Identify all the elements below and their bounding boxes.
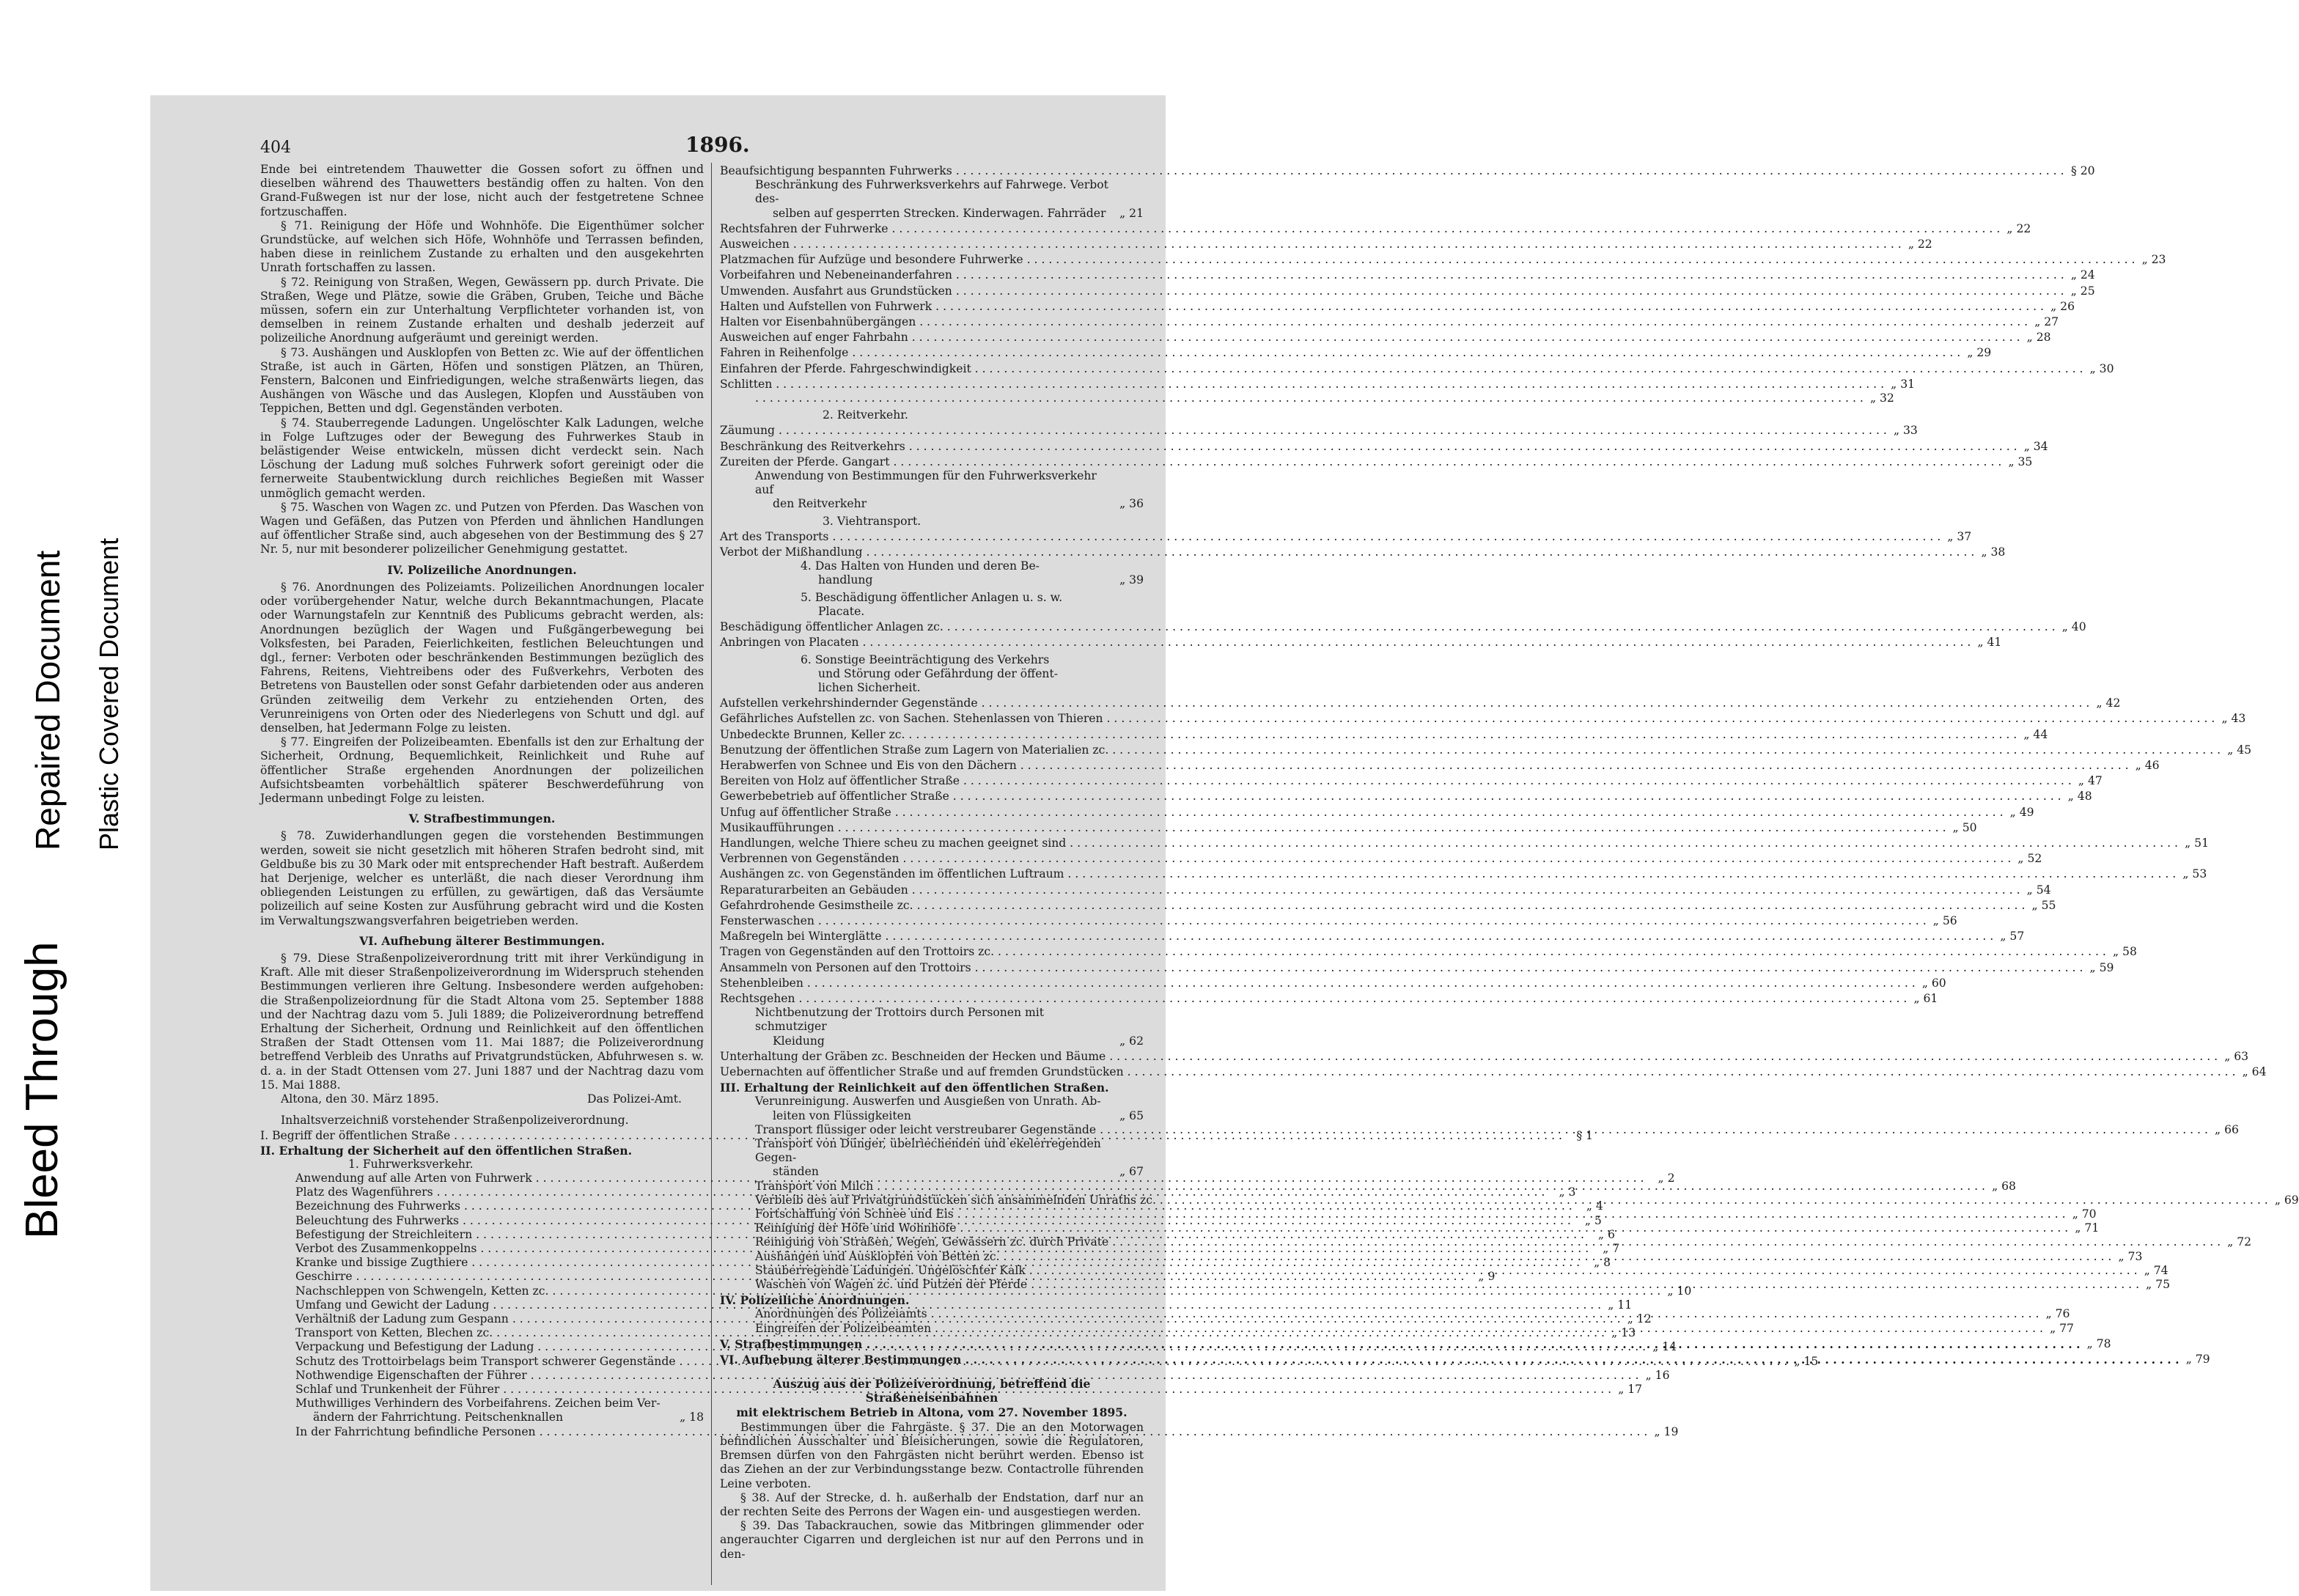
toc-entry-ref: „ 79 bbox=[2185, 1353, 2210, 1367]
toc-entry-text: Aufstellen verkehrshindernder Gegenstände . . . bbox=[720, 696, 2089, 710]
toc-entry-text: Gefahrdrohende Gesimstheile zc. . . . bbox=[720, 899, 2025, 913]
toc-entry-text: Maßregeln bei Winterglätte . . . bbox=[720, 930, 1993, 944]
toc-entry-text: VI. Aufhebung älterer Bestimmungen . . . bbox=[720, 1353, 2180, 1367]
toc-entry-ref: „ 35 bbox=[2008, 455, 2033, 468]
heading-iv: IV. Polizeiliche Anordnungen. bbox=[387, 562, 577, 577]
toc-entry-text: Unbedeckte Brunnen, Keller zc. . . . bbox=[720, 728, 2017, 742]
toc-entry-ref: „ 51 bbox=[2185, 836, 2210, 850]
toc-entry-text: Eingreifen der Polizeibeamten . . . bbox=[720, 1322, 2043, 1336]
toc-entry-ref: „ 24 bbox=[2070, 268, 2095, 282]
toc-entry-text: Befestigung der Streichleitern . . . bbox=[260, 1228, 1584, 1242]
page-year: 1896. bbox=[685, 133, 750, 157]
toc-entry-ref: „ 56 bbox=[1932, 913, 1957, 927]
toc-entry-ref: „ 26 bbox=[2050, 299, 2075, 313]
heading-iv-toc: IV. Polizeiliche Anordnungen. bbox=[720, 1293, 910, 1308]
toc-entry-text: Nothwendige Eigenschaften der Führer . . . bbox=[260, 1369, 1639, 1383]
toc-group bbox=[720, 1122, 2239, 1137]
bleed-through-label: Bleed Through bbox=[17, 941, 67, 1239]
repaired-document-label: Repaired Document bbox=[29, 550, 67, 850]
toc-title: Inhaltsverzeichniß vorstehender Straßenpolizeiverordnung. bbox=[281, 1114, 629, 1128]
paragraph-72: § 72. Reinigung von Straßen, Wegen, Gewässern pp. durch Private. Die Straßen, Wege und Plätze, sowie die Gräben, Gruben, Teiche und Bäche müssen, sofern ein zur Unterhaltung Verpflichteter vorhanden ist, von demselben in reinem Zustande erhalten und deshalb jederzeit auf polizeiliche Anordnung aufgeräumt und gereinigt werden. bbox=[260, 275, 704, 345]
page-header bbox=[176, 132, 1158, 163]
toc-entry bbox=[720, 883, 2051, 897]
toc-entry-ref: „ 23 bbox=[2141, 253, 2166, 267]
toc-entry-ref: „ 73 bbox=[2118, 1249, 2143, 1263]
excerpt-title-line: mit elektrischem Betrieb in Altona, vom 27. November 1895. bbox=[736, 1405, 1128, 1419]
toc-entry-ref: „ 9 bbox=[1478, 1270, 1496, 1284]
toc-entry bbox=[720, 1207, 2097, 1221]
toc-entry bbox=[720, 268, 2095, 282]
toc-entry-text: Zäumung . . . bbox=[720, 424, 1887, 438]
toc-entry bbox=[720, 712, 2246, 726]
toc-entry bbox=[720, 221, 2031, 236]
toc-entry-ref: „ 45 bbox=[2227, 743, 2252, 757]
toc-entry-ref: „ 10 bbox=[1667, 1284, 1692, 1298]
date-place: Altona, den 30. März 1895. bbox=[281, 1092, 439, 1106]
toc-entry-32 bbox=[720, 391, 1894, 405]
toc-entry-text: Verhältniß der Ladung zum Gespann . . . bbox=[260, 1312, 1621, 1326]
toc-entry-ref: „ 12 bbox=[1627, 1312, 1652, 1326]
toc-entry-text: Bezeichnung des Fuhrwerks . . . bbox=[260, 1199, 1572, 1213]
toc-entry-text: Ausweichen . . . bbox=[720, 238, 1902, 251]
section-title: 5. Beschädigung öffentlicher Anlagen u. s. w. bbox=[801, 590, 1063, 604]
toc-entry-ref: „ 78 bbox=[2086, 1336, 2111, 1350]
toc-entry-text: Ausweichen auf enger Fahrbahn . . . bbox=[720, 331, 2020, 345]
toc-entry-62 bbox=[720, 1006, 1144, 1048]
paragraph-79: § 79. Diese Straßenpolizeiverordnung tritt mit ihrer Verkündigung in Kraft. Alle mit dieser Straßenpolizeiverordnung im Widerspruch stehenden Bestimmungen verlieren ihre Geltung. Insbesondere werden aufgehoben: die Straßenpolizeiordnung für die Stadt Altona vom 25. September 1888 und der Nachtrag dazu vom 5. Juli 1889; die Polizeiverordnung betreffend Erhaltung der Sicherheit, Ordnung und Reinlichkeit auf den öffentlichen Straßen der Stadt Ottensen vom 11. Mai 1887; die Polizeiverordnung betreffend Verbleib des Unraths auf Privatgrundstücken, Abfuhrwesen s. w. d. a. in der Stadt Ottensen vom 27. Juni 1887 und der Nachtrag dazu vom 15. Mai 1888. bbox=[260, 951, 704, 1092]
toc-entry-21 bbox=[720, 178, 1144, 221]
toc-entry-text: Reinigung der Höfe und Wohnhöfe . . . bbox=[720, 1221, 2068, 1235]
toc-entry bbox=[720, 331, 2051, 345]
toc-group bbox=[720, 221, 2166, 391]
toc-entry bbox=[720, 1064, 2267, 1079]
toc-group bbox=[720, 424, 2048, 469]
toc-entry-text: Geschirre . . . bbox=[260, 1270, 1464, 1284]
toc-entry-text: Aushängen zc. von Gegenständen im öffentlichen Luftraum . . . bbox=[720, 867, 2176, 881]
toc-entry-text: Umfang und Gewicht der Ladung . . . bbox=[260, 1298, 1601, 1312]
toc-entry bbox=[720, 790, 2092, 803]
toc-entry-text: Fahren in Reihenfolge . . . bbox=[720, 346, 1960, 360]
paragraph-75: § 75. Waschen von Wagen zc. und Putzen von Pferden. Das Waschen von Wagen und Gefäßen, das Putzen von Pferden und ähnlichen Handlungen auf öffentlicher Straße sind, auch abgesehen von der Bestimmung des § 27 Nr. 5, nur mit besonderer polizeilicher Genehmigung gestattet. bbox=[260, 500, 704, 556]
toc-entry-text: Platz des Wagenführers . . . bbox=[260, 1185, 1545, 1199]
toc-entry-ref: § 1 bbox=[1576, 1129, 1593, 1143]
toc-entry-ref: „ 42 bbox=[2096, 696, 2121, 710]
toc-entry-text: Art des Transports . . . bbox=[720, 530, 1941, 544]
toc-group bbox=[720, 620, 2086, 650]
toc-entry bbox=[720, 820, 1977, 835]
toc-entry-text: Beleuchtung des Fuhrwerks . . . bbox=[260, 1214, 1571, 1228]
toc-entry-ref: „ 57 bbox=[2000, 930, 2025, 944]
toc-entry bbox=[720, 1235, 2252, 1249]
toc-entry-ref: „ 30 bbox=[2089, 361, 2114, 375]
toc-entry-ref: „ 48 bbox=[2067, 790, 2092, 803]
toc-entry-text bbox=[720, 391, 1864, 405]
toc-entry-text: Beschränkung des Reitverkehrs . . . bbox=[720, 440, 2017, 454]
toc-entry-ref: „ 19 bbox=[1654, 1424, 1679, 1438]
toc-entry-ref: „ 60 bbox=[1921, 976, 1946, 990]
toc-entry-text: Nichtbenutzung der Trottoirs durch Personen mit schmutziger bbox=[755, 1006, 1045, 1034]
toc-entry bbox=[720, 299, 2075, 314]
toc-entry-ref: „ 28 bbox=[2026, 331, 2051, 345]
toc-subsection-heading: 1. Fuhrwerksverkehr. bbox=[348, 1157, 474, 1171]
toc-entry-ref: „ 13 bbox=[1611, 1326, 1636, 1340]
toc-entry-ref: „ 15 bbox=[1794, 1354, 1819, 1368]
toc-entry-ref: „ 3 bbox=[1559, 1185, 1576, 1199]
toc-entry-text: Kranke und bissige Zugthiere . . . bbox=[260, 1256, 1580, 1270]
toc-entry-ref: „ 61 bbox=[1913, 991, 1938, 1005]
toc-entry-text: den Reitverkehr bbox=[773, 497, 867, 511]
toc-entry-text: Umwenden. Ausfahrt aus Grundstücken . . . bbox=[720, 284, 2064, 298]
toc-entry bbox=[720, 758, 2160, 773]
heading-v: V. Strafbestimmungen. bbox=[408, 812, 556, 826]
toc-entry-text: Verbrennen von Gegenständen . . . bbox=[720, 852, 2011, 866]
toc-entry bbox=[720, 1193, 2299, 1207]
toc-entry-ref: „ 54 bbox=[2026, 883, 2051, 897]
toc-entry-ref: „ 14 bbox=[1652, 1340, 1677, 1354]
toc-entry-text: Fensterwaschen . . . bbox=[720, 914, 1927, 928]
toc-entry-ref: § 20 bbox=[2070, 164, 2095, 177]
toc-group bbox=[720, 696, 2252, 1006]
toc-entry-text: Anordnungen des Polizeiamts . . . bbox=[720, 1307, 2039, 1321]
toc-entry-ref: „ 2 bbox=[1658, 1172, 1675, 1185]
toc-entry-ref: „ 62 bbox=[1119, 1034, 1144, 1048]
toc-entry bbox=[720, 930, 2025, 944]
toc-entry-ref: „ 25 bbox=[2070, 284, 2095, 298]
toc-entry-text: Verbot der Mißhandlung . . . bbox=[720, 545, 1974, 559]
toc-group bbox=[720, 164, 2095, 178]
toc-entry-36 bbox=[720, 469, 1144, 512]
toc-entry-ref: „ 46 bbox=[2135, 758, 2160, 772]
section-viehtransport: 3. Viehtransport. bbox=[823, 514, 922, 528]
paragraph-snow: Ende bei eintretendem Thauwetter die Gossen sofort zu öffnen und dieselben während des Thauwetters beständig offen zu halten. Von den Grand-Fußwegen ist nur der lose, nicht auch der festgetretene Schnee fortzuschaffen. bbox=[260, 163, 704, 218]
toc-entry-ref: „ 32 bbox=[1869, 391, 1894, 405]
toc-entry-ref: „ 64 bbox=[2242, 1064, 2267, 1078]
toc-entry-text: Verunreinigung. Auswerfen und Ausgießen von Unrath. Ab- bbox=[755, 1095, 1101, 1108]
section-title: lichen Sicherheit. bbox=[818, 680, 921, 694]
toc-entry-ref: „ 29 bbox=[1967, 346, 1992, 360]
toc-entry-67 bbox=[720, 1137, 1144, 1180]
toc-entry bbox=[720, 852, 2042, 866]
toc-entry-ref: „ 65 bbox=[1119, 1108, 1144, 1122]
toc-entry bbox=[720, 696, 2121, 710]
toc-entry-text: Platzmachen für Aufzüge und besondere Fuhrwerke . . . bbox=[720, 253, 2135, 267]
excerpt-title bbox=[720, 1377, 1144, 1419]
toc-entry-ref: „ 22 bbox=[1908, 238, 1932, 251]
toc-entry-ref: „ 74 bbox=[2144, 1263, 2169, 1277]
toc-entry bbox=[720, 1049, 2249, 1064]
toc-entry-19 bbox=[260, 1424, 1679, 1439]
toc-entry-text: Schutz des Trottoirbelags beim Transport schwerer Gegenstände . . . bbox=[260, 1355, 1787, 1369]
toc-entry bbox=[720, 898, 2056, 913]
toc-entry bbox=[720, 361, 2114, 376]
toc-entry bbox=[720, 991, 1938, 1006]
toc-entry-text: Transport von Milch . . . bbox=[720, 1180, 1985, 1194]
toc-entry-text: Fortschaffung von Schnee und Eis . . . bbox=[720, 1207, 2066, 1221]
toc-entry-ref: „ 33 bbox=[1893, 424, 1918, 438]
toc-entry-ref: „ 41 bbox=[1977, 636, 2002, 650]
toc-entry bbox=[720, 238, 1932, 251]
toc-entry-text: Nachschleppen von Schwengeln, Ketten zc. . . . bbox=[260, 1284, 1660, 1298]
toc-entry bbox=[720, 636, 2002, 650]
toc-entry-ref: „ 17 bbox=[1618, 1383, 1643, 1397]
annotation-labels bbox=[0, 469, 139, 1254]
toc-entry-text: Benutzung der öffentlichen Straße zum Lagern von Materialien zc. . . . bbox=[720, 743, 2221, 757]
toc-entry-ref: „ 67 bbox=[1119, 1165, 1144, 1179]
toc-entry-ref: „ 75 bbox=[2146, 1278, 2171, 1292]
toc-entry-ref: „ 53 bbox=[2182, 867, 2207, 881]
toc-entry-text: Tragen von Gegenständen auf den Trottoirs zc. . . . bbox=[720, 945, 2106, 959]
toc-entry bbox=[720, 545, 2006, 559]
toc-entry-ref: „ 6 bbox=[1598, 1227, 1615, 1241]
paragraph-71: § 71. Reinigung der Höfe und Wohnhöfe. Die Eigenthümer solcher Grundstücke, auf welchen sich Höfe, Wohnhöfe und Terrassen befinden, haben diese in reinlichem Zustande zu erhalten und den ausgekehrten Unrath fortschaffen zu lassen. bbox=[260, 218, 704, 275]
toc-entry bbox=[720, 455, 2033, 469]
toc-entry-text: Waschen von Wagen zc. und Putzen der Pferde . . . bbox=[720, 1278, 2139, 1292]
paragraph-73: § 73. Aushängen und Ausklopfen von Betten zc. Wie auf der öffentlichen Straße, ist auch in Gärten, Höfen und sonstigen Plätzen, an Thüren, Fenstern, Balconen und Einfriedigungen, welche straßenwärts liegen, das Aushängen von Wäsche und das Auslegen, Klopfen und Ausstäuben von Teppichen, Betten und dgl. Gegenständen verboten. bbox=[260, 345, 704, 416]
toc-entry-text: I. Begriff der öffentlichen Straße . . . bbox=[260, 1129, 1562, 1143]
toc-entry bbox=[720, 945, 2137, 959]
toc-entry-ref: „ 50 bbox=[1952, 820, 1977, 834]
toc-entry bbox=[720, 164, 2095, 178]
toc-entry-text: Gewerbebetrieb auf öffentlicher Straße . . . bbox=[720, 790, 2061, 803]
toc-entry-text: Transport von Dünger, übelriechenden und ekelerregenden Gegen- bbox=[755, 1137, 1101, 1165]
document-page bbox=[176, 132, 2299, 1580]
toc-entry-text: Handlungen, welche Thiere scheu zu machen geeignet sind . . . bbox=[720, 836, 2178, 850]
excerpt-paragraph-38: § 38. Auf der Strecke, d. h. außerhalb der Endstation, darf nur an der rechten Seite des Perrons der Wagen ein- und ausgestiegen werden. bbox=[720, 1490, 1144, 1519]
toc-entry-text: Unfug auf öffentlicher Straße . . . bbox=[720, 806, 2004, 820]
toc-entry bbox=[260, 1368, 1670, 1383]
toc-entry-text: Halten vor Eisenbahnübergängen . . . bbox=[720, 315, 2028, 329]
toc-entry-text: Muthwilliges Verhindern des Vorbeifahrens. Zeichen beim Ver- bbox=[295, 1397, 661, 1411]
toc-entry-text: Musikaufführungen . . . bbox=[720, 821, 1946, 835]
toc-entry-ref: „ 34 bbox=[2023, 439, 2048, 453]
toc-entry-ref: „ 38 bbox=[1981, 545, 2006, 559]
toc-entry-text: Transport von Ketten, Blechen zc. . . . bbox=[260, 1326, 1605, 1340]
toc-group bbox=[720, 529, 2006, 559]
toc-entry bbox=[720, 377, 1916, 391]
toc-entry-text: Rechtsfahren der Fuhrwerke . . . bbox=[720, 222, 2000, 236]
toc-entry-ref: „ 40 bbox=[2061, 620, 2086, 634]
toc-entry-ref: „ 37 bbox=[1947, 529, 1972, 543]
toc-entry-ref: „ 11 bbox=[1608, 1298, 1633, 1312]
toc-entry bbox=[720, 346, 1992, 360]
toc-group bbox=[720, 1049, 2267, 1079]
excerpt-paragraph-37: Bestimmungen über die Fahrgäste. § 37. Die an den Motorwagen befindlichen Ausschalter und Bleisicherungen, sowie die Regulatoren, Bremsen dürfen von den Fahrgästen nicht berührt werden. Ebenso ist das Ziehen an der zur Verbindungsstange bezw. Contactrolle führenden Leine verboten. bbox=[720, 1420, 1144, 1490]
toc-entry-text: Zureiten der Pferde. Gangart . . . bbox=[720, 455, 2001, 469]
toc-entry-text: Vorbeifahren und Nebeneinanderfahren . . . bbox=[720, 268, 2064, 282]
toc-entry-text: Anwendung auf alle Arten von Fuhrwerk . . . bbox=[260, 1172, 1644, 1185]
toc-entry bbox=[720, 960, 2114, 975]
toc-entry bbox=[720, 253, 2166, 267]
toc-entry-ref: „ 21 bbox=[1119, 206, 1144, 220]
toc-entry bbox=[720, 805, 2034, 820]
toc-entry-text: In der Fahrrichtung befindliche Personen . . . bbox=[260, 1425, 1647, 1439]
toc-entry-text: V. Strafbestimmungen . . . bbox=[720, 1337, 2081, 1351]
toc-entry-ref: „ 66 bbox=[2215, 1122, 2239, 1136]
toc-entry bbox=[720, 1263, 2169, 1278]
toc-entry-ref: „ 44 bbox=[2023, 727, 2048, 741]
toc-entry-ref: „ 5 bbox=[1584, 1213, 1602, 1227]
toc-entry bbox=[720, 529, 1972, 544]
toc-entry bbox=[720, 976, 1946, 990]
toc-entry-text: ständen bbox=[773, 1165, 819, 1179]
toc-entry-ref: „ 77 bbox=[2050, 1321, 2074, 1335]
toc-entry-text: Schlaf und Trunkenheit der Führer . . . bbox=[260, 1383, 1611, 1397]
toc-entry bbox=[720, 439, 2048, 454]
toc-entry-text: Verpackung und Befestigung der Ladung . . . bbox=[260, 1340, 1646, 1354]
toc-entry-text: Verbleib des auf Privatgrundstücken sich ansammelnden Unraths zc. . . . bbox=[720, 1194, 2268, 1207]
section-hunde bbox=[720, 559, 1144, 587]
toc-entry-text: Halten und Aufstellen von Fuhrwerk . . . bbox=[720, 300, 2044, 314]
toc-entry-text: Einfahren der Pferde. Fahrgeschwindigkeit . . . bbox=[720, 362, 2083, 376]
toc-entry bbox=[720, 315, 2059, 329]
toc-entry-65 bbox=[720, 1095, 1144, 1122]
toc-entry bbox=[720, 1179, 2016, 1194]
toc-entry-ref: „ 8 bbox=[1594, 1256, 1611, 1270]
toc-entry bbox=[720, 1221, 2100, 1235]
toc-entry-ref: „ 71 bbox=[2075, 1221, 2100, 1235]
toc-entry-text: Beschädigung öffentlicher Anlagen zc. . . . bbox=[720, 620, 2056, 634]
toc-entry-ref: „ 70 bbox=[2072, 1207, 2097, 1221]
toc-entry-text: Anwendung von Bestimmungen für den Fuhrwerksverkehr auf bbox=[755, 469, 1097, 497]
toc-section-heading: II. Erhaltung der Sicherheit auf den öffentlichen Straßen. bbox=[260, 1143, 633, 1158]
section-title: 4. Das Halten von Hunden und deren Be- bbox=[801, 559, 1040, 573]
paragraph-77: § 77. Eingreifen der Polizeibeamten. Ebenfalls ist den zur Erhaltung der Sicherheit, Ordnung, Bequemlichkeit, Reinlichkeit und Ruhe auf öffentlicher Straße ergehenden Anordnungen der polizeilichen Aufsichtsbeamten vorbehältlich späterer Beschwerdeführung von Jedermann unbedingt Folge zu leisten. bbox=[260, 735, 704, 805]
toc-entry-ref: „ 27 bbox=[2034, 315, 2059, 329]
toc-entry-text: selben auf gesperrten Strecken. Kinderwagen. Fahrräder bbox=[773, 206, 1106, 220]
toc-entry-text: Reinigung von Straßen, Wegen, Gewässern zc. durch Private . . . bbox=[720, 1235, 2221, 1249]
heading-vi: VI. Aufhebung älterer Bestimmungen. bbox=[359, 933, 605, 948]
toc-entry-text: Stehenbleiben . . . bbox=[720, 977, 1916, 990]
toc-entry-ref: „ 49 bbox=[2009, 805, 2034, 819]
toc-entry-ref: „ 47 bbox=[2078, 774, 2103, 788]
toc-entry-ref: „ 69 bbox=[2274, 1193, 2299, 1207]
toc-entry-text: Anbringen von Placaten . . . bbox=[720, 636, 1971, 650]
toc-entry-ref: „ 43 bbox=[2221, 712, 2246, 726]
toc-entry-ref: „ 4 bbox=[1586, 1199, 1603, 1213]
toc-entry-text: Rechtsgehen . . . bbox=[720, 992, 1907, 1006]
toc-entry-ref: „ 39 bbox=[1119, 573, 1144, 587]
toc-entry-text: Beschränkung des Fuhrwerksverkehrs auf Fahrwege. Verbot des- bbox=[755, 178, 1108, 206]
toc-entry-text: Beaufsichtigung bespannten Fuhrwerks . . . bbox=[720, 164, 2064, 178]
toc-entry-ref: „ 68 bbox=[1992, 1179, 2016, 1193]
toc-entry bbox=[720, 1249, 2143, 1264]
toc-entry-ref: „ 63 bbox=[2224, 1049, 2249, 1063]
signer: Das Polizei-Amt. bbox=[587, 1092, 682, 1106]
toc-entry-text: Gefährliches Aufstellen zc. von Sachen. Stehenlassen von Thieren . . . bbox=[720, 712, 2215, 726]
toc-entry bbox=[720, 284, 2095, 298]
toc-entry bbox=[720, 774, 2103, 788]
toc-entry bbox=[720, 424, 1918, 438]
toc-entry-ref: „ 55 bbox=[2031, 898, 2056, 912]
toc-entry-text: Transport flüssiger oder leicht verstreubarer Gegenstände . . . bbox=[720, 1123, 2208, 1137]
paragraph-76: § 76. Anordnungen des Polizeiamts. Polizeilichen Anordnungen localer oder vorübergehender Natur, welche durch Bekanntmachungen, Placate oder Warnungstafeln zur Kenntniß des Publicums gebracht werden, als: Anordnungen bezüglich der Wagen und Fußgängerbewegung bei Volksfesten, bei Paraden, Feierlichkeiten, festlichen Beleuchtungen und dgl., ferner: Verboten oder beschränkenden Bestimmungen bezüglich des Fahrens, Reitens, Viehtreibens oder des Fußverkehrs, Verboten des Betretens von Baustellen oder sonst Gefahr darbietenden oder aus anderen Gründen zeitweilig dem Verkehr zu entziehenden Orten, des Verunreinigens von Orten oder des Niederlegens von Schutt und dgl. auf denselben, hat Jedermann Folge zu leisten. bbox=[260, 580, 704, 735]
toc-entry-ref: „ 22 bbox=[2006, 221, 2031, 235]
toc-entry-text: Uebernachten auf öffentlicher Straße und auf fremden Grundstücken . . . bbox=[720, 1065, 2236, 1079]
excerpt-title-line: Auszug aus der Polizeiverordnung, betreffend die Straßeneisenbahnen bbox=[773, 1377, 1091, 1405]
section-title: und Störung oder Gefährdung der öffent- bbox=[818, 666, 1059, 680]
section-title: Placate. bbox=[818, 604, 865, 618]
toc-entry-text: Verbot des Zusammenkoppelns . . . bbox=[260, 1242, 1589, 1256]
signature-line bbox=[260, 1092, 704, 1106]
toc-entry-text: leiten von Flüssigkeiten bbox=[773, 1108, 911, 1122]
toc-entry-18 bbox=[260, 1397, 704, 1424]
toc-entry-ref: „ 59 bbox=[2089, 960, 2114, 974]
page-number: 404 bbox=[260, 139, 291, 157]
toc-entry bbox=[720, 836, 2210, 850]
section-title: 6. Sonstige Beeinträchtigung des Verkehrs bbox=[801, 652, 1050, 666]
section-sonstige bbox=[720, 653, 1144, 696]
excerpt-paragraph-39: § 39. Das Tabackrauchen, sowie das Mitbringen glimmender oder angerauchter Cigarren und dergleichen ist nur auf den Perrons und in den- bbox=[720, 1519, 1144, 1561]
paragraph-74: § 74. Stauberregende Ladungen. Ungelöschter Kalk Ladungen, welche in Folge Luftzuges oder der Bewegung des Fuhrwerkes Staub in belästigender Weise entwickeln, müssen dicht verdeckt sein. Nach Löschung der Ladung muß solches Fuhrwerk sofort gereinigt oder die fernerweite Staubentwicklung durch reichliches Begießen mit Wasser unmöglich gemacht werden. bbox=[260, 416, 704, 500]
plastic-covered-label: Plastic Covered Document bbox=[94, 537, 124, 850]
paragraph-78: § 78. Zuwiderhandlungen gegen die vorstehenden Bestimmungen werden, soweit sie nicht gesetzlich mit höheren Strafen bedroht sind, mit Geldbuße bis zu 30 Mark oder mit entsprechender Haft bestraft. Außerdem hat Derjenige, welcher es unterläßt, die nach dieser Verordnung ihm obliegenden Leistungen zu erfüllen, zu gewärtigen, daß das Versäumte polizeilich auf seine Kosten zur Ausführung gebracht wird und die Kosten im Verwaltungszwangsverfahren beigetrieben werden. bbox=[260, 829, 704, 927]
toc-entry bbox=[720, 727, 2048, 742]
toc-entry bbox=[720, 620, 2086, 634]
toc-entry-text: Kleidung bbox=[773, 1034, 825, 1048]
toc-entry-text: Ansammeln von Personen auf den Trottoirs . . . bbox=[720, 961, 2083, 975]
toc-entry-ref: „ 31 bbox=[1891, 377, 1916, 391]
toc-entry bbox=[720, 743, 2252, 757]
toc-entry-ref: „ 16 bbox=[1645, 1368, 1670, 1382]
toc-entry-text: Bereiten von Holz auf öffentlicher Straße . . . bbox=[720, 774, 2072, 788]
toc-entry bbox=[720, 1122, 2239, 1137]
toc-entry-text: Schlitten . . . bbox=[720, 378, 1884, 391]
toc-entry bbox=[720, 913, 1957, 928]
toc-entry-ref: „ 58 bbox=[2112, 945, 2137, 959]
section-title: handlung bbox=[818, 573, 873, 587]
section-anlagen bbox=[720, 591, 1144, 619]
toc-entry-text: Stauberregende Ladungen. Ungelöschter Kalk . . . bbox=[720, 1264, 2138, 1278]
heading-iii: III. Erhaltung der Reinlichkeit auf den öffentlichen Straßen. bbox=[720, 1081, 1109, 1095]
toc-entry-ref: „ 36 bbox=[1119, 497, 1144, 511]
toc-entry-text: Herabwerfen von Schnee und Eis von den Dächern . . . bbox=[720, 759, 2129, 773]
toc-entry-ref: „ 7 bbox=[1603, 1242, 1620, 1256]
section-reitverkehr: 2. Reitverkehr. bbox=[823, 408, 908, 422]
toc-entry-text: Aushängen und Ausklopfen von Betten zc. . . . bbox=[720, 1250, 2111, 1264]
toc-entry-ref: „ 76 bbox=[2045, 1307, 2070, 1321]
toc-entry-ref: „ 52 bbox=[2017, 852, 2042, 866]
toc-entry-ref: „ 72 bbox=[2227, 1235, 2252, 1249]
toc-entry-text: Unterhaltung der Gräben zc. Beschneiden der Hecken und Bäume . . . bbox=[720, 1050, 2218, 1064]
toc-entry bbox=[720, 867, 2207, 881]
toc-entry-ref: „ 18 bbox=[680, 1411, 704, 1424]
toc-entry-text: ändern der Fahrrichtung. Peitschenknallen bbox=[313, 1411, 564, 1424]
toc-entry-text: Reparaturarbeiten an Gebäuden . . . bbox=[720, 883, 2020, 897]
